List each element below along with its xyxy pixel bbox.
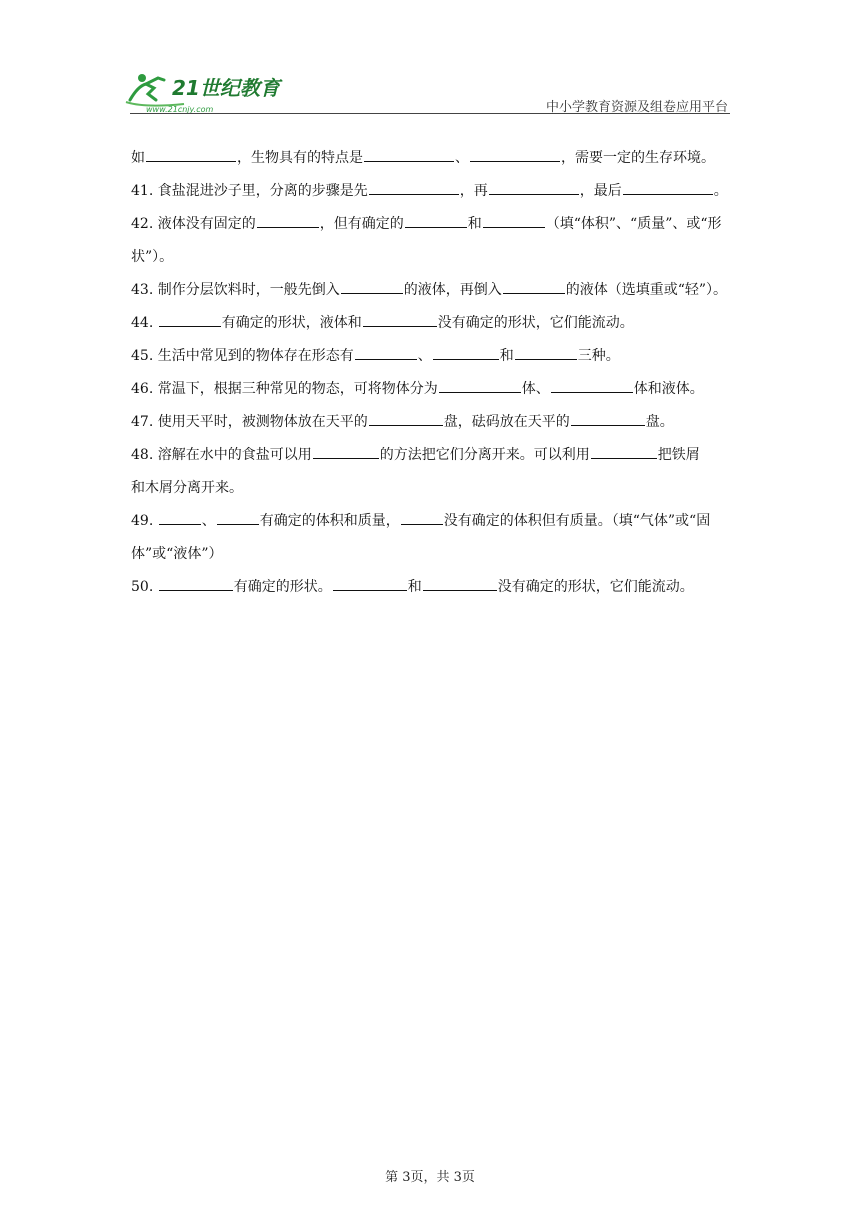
logo-url: www.21cnjy.com — [146, 105, 214, 114]
question-text: ，最后 — [579, 183, 622, 199]
question-text: 三种。 — [577, 348, 620, 364]
question-text: 的液体（选填重或“轻”）。 — [565, 282, 728, 298]
answer-blank[interactable] — [503, 279, 565, 294]
answer-blank[interactable] — [405, 213, 467, 228]
site-tagline: 中小学教育资源及组卷应用平台 — [545, 100, 728, 115]
question-text: （填“体积”、“质量”、或“形 — [545, 216, 722, 232]
answer-blank[interactable] — [146, 147, 236, 162]
answer-blank[interactable] — [159, 576, 233, 591]
answer-blank[interactable] — [470, 147, 560, 162]
answer-blank[interactable] — [591, 444, 657, 459]
answer-blank[interactable] — [369, 180, 459, 195]
question-line — [131, 571, 741, 604]
question-line — [131, 175, 741, 208]
answer-blank[interactable] — [364, 147, 454, 162]
question-text: 有确定的体积和质量， — [259, 513, 400, 529]
question-line — [131, 274, 741, 307]
question-text: ，但有确定的 — [319, 216, 404, 232]
question-text: 41. 食盐混进沙子里，分离的步骤是先 — [131, 183, 368, 199]
answer-blank[interactable] — [571, 411, 645, 426]
question-text: 体、 — [521, 381, 550, 397]
logo-21cnjy — [124, 70, 294, 114]
answer-blank[interactable] — [439, 378, 521, 393]
question-text: 和 — [467, 216, 482, 232]
question-text: 44. — [131, 315, 158, 331]
question-text: 50. — [131, 579, 158, 595]
answer-blank[interactable] — [313, 444, 379, 459]
question-text: 没有确定的形状，它们能流动。 — [497, 579, 694, 595]
answer-blank[interactable] — [217, 510, 259, 525]
question-text: ，需要一定的生存环境。 — [561, 150, 715, 166]
question-line — [131, 373, 741, 406]
question-text: 没有确定的形状，它们能流动。 — [437, 315, 634, 331]
question-text: 盘。 — [645, 414, 674, 430]
question-text: 48. 溶解在水中的食盐可以用 — [131, 447, 312, 463]
answer-blank[interactable] — [333, 576, 407, 591]
answer-blank[interactable] — [483, 213, 545, 228]
question-line — [131, 208, 741, 241]
answer-blank[interactable] — [159, 510, 201, 525]
question-line — [131, 307, 741, 340]
question-line — [131, 340, 741, 373]
question-text: ，生物具有的特点是 — [237, 150, 363, 166]
question-text: 和 — [499, 348, 514, 364]
question-text: 体”或“液体”） — [131, 546, 223, 562]
answer-blank[interactable] — [341, 279, 403, 294]
question-text: 、 — [417, 348, 432, 364]
question-text: 有确定的形状。 — [233, 579, 332, 595]
answer-blank[interactable] — [369, 411, 443, 426]
answer-blank[interactable] — [515, 345, 577, 360]
question-line — [131, 406, 741, 439]
answer-blank[interactable] — [363, 312, 437, 327]
question-text: 。 — [713, 183, 728, 199]
answer-blank[interactable] — [257, 213, 319, 228]
answer-blank[interactable] — [433, 345, 499, 360]
question-text: ，再 — [459, 183, 488, 199]
answer-blank[interactable] — [159, 312, 221, 327]
answer-blank[interactable] — [551, 378, 633, 393]
answer-blank[interactable] — [355, 345, 417, 360]
question-text: 49. — [131, 513, 158, 529]
question-line — [131, 241, 741, 274]
question-text: 46. 常温下，根据三种常见的物态，可将物体分为 — [131, 381, 438, 397]
question-text: 和木屑分离开来。 — [131, 480, 243, 496]
question-line — [131, 142, 741, 175]
answer-blank[interactable] — [623, 180, 713, 195]
question-line — [131, 538, 741, 571]
question-text: 、 — [455, 150, 469, 166]
question-text: 42. 液体没有固定的 — [131, 216, 256, 232]
question-text: 把铁屑 — [657, 447, 700, 463]
header-divider — [130, 113, 730, 114]
question-text: 、 — [201, 513, 216, 529]
answer-blank[interactable] — [401, 510, 443, 525]
answer-blank[interactable] — [423, 576, 497, 591]
question-line — [131, 472, 741, 505]
page-number: 第 3页，共 3页 — [385, 1170, 475, 1185]
question-text: 45. 生活中常见到的物体存在形态有 — [131, 348, 354, 364]
answer-blank[interactable] — [489, 180, 579, 195]
question-text: 和 — [407, 579, 422, 595]
question-text: 47. 使用天平时，被测物体放在天平的 — [131, 414, 368, 430]
question-text: 的液体，再倒入 — [403, 282, 502, 298]
question-line — [131, 439, 741, 472]
question-text: 43. 制作分层饮料时，一般先倒入 — [131, 282, 340, 298]
question-list — [131, 142, 741, 604]
question-text: 的方法把它们分离开来。可以利用 — [379, 447, 590, 463]
logo-text: 21世纪教育 — [172, 76, 280, 100]
question-text: 有确定的形状，液体和 — [221, 315, 362, 331]
question-text: 状”）。 — [131, 249, 174, 265]
question-text: 体和液体。 — [633, 381, 704, 397]
question-line — [131, 505, 741, 538]
question-text: 盘，砝码放在天平的 — [443, 414, 570, 430]
question-text: 如 — [131, 150, 145, 166]
question-text: 没有确定的体积但有质量。（填“气体”或“固 — [443, 513, 711, 529]
